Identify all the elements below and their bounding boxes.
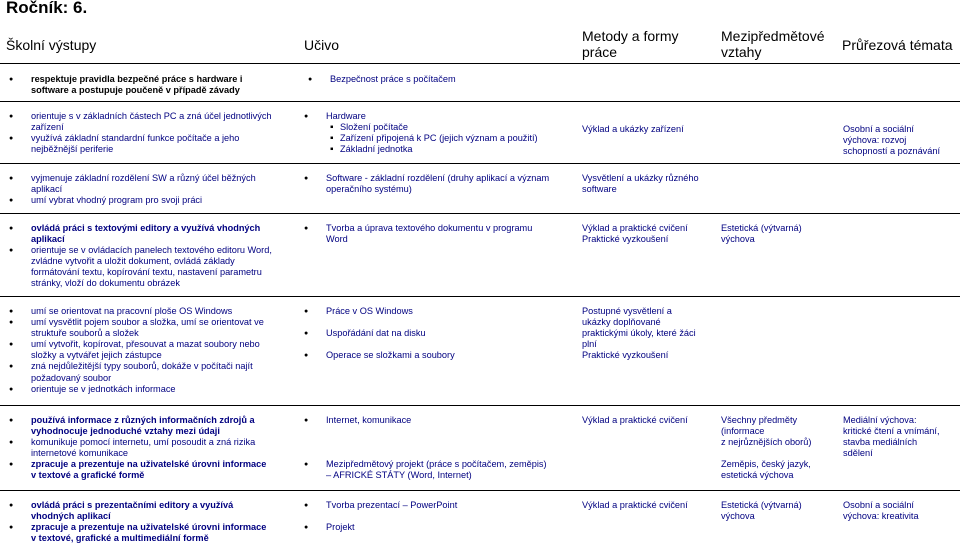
row1-curriculum xyxy=(330,74,580,85)
list-item: ● Tvorba prezentací – PowerPoint xyxy=(326,500,581,511)
list-item: ● orientuje s v základních částech PC a zná účel jednotlivých zařízení xyxy=(31,111,296,133)
list-item: ● umí vytvořit, kopírovat, přesouvat a mazat soubory nebo složky a vytvářet jejich zástupce xyxy=(31,339,296,361)
list-item: ▪ Základní jednotka xyxy=(340,144,581,155)
list-item: ● používá informace z různých informačních zdrojů a vyhodnocuje jednoduché vztahy mezi údaji xyxy=(31,415,296,437)
row4-curriculum xyxy=(326,223,581,245)
list-item: ● Bezpečnost práce s počítačem xyxy=(330,74,580,85)
row6-themes: Mediální výchova: kritické čtení a vnímání, stavba mediálních sdělení xyxy=(843,415,940,459)
list-item: ● Internet, komunikace xyxy=(326,415,581,426)
row2-themes: Osobní a sociální výchova: rozvoj schopností a poznávání xyxy=(843,124,941,157)
header-methods-line2: práce xyxy=(582,44,618,60)
header-divider xyxy=(0,63,960,64)
list-item: ● Práce v OS Windows xyxy=(326,306,581,317)
row7-curriculum xyxy=(326,500,581,533)
row-divider xyxy=(0,405,960,406)
list-item: ● Uspořádání dat na disku xyxy=(326,328,581,339)
row6-methods: Výklad a praktické cvičení xyxy=(582,415,688,425)
list-item: ● vyjmenuje základní rozdělení SW a různý účel běžných aplikací xyxy=(31,173,296,195)
list-item: ● Projekt xyxy=(326,522,581,533)
row5-curriculum xyxy=(326,306,581,361)
list-item: ● Hardware xyxy=(326,111,581,122)
list-item: ● komunikuje pomocí internetu, umí posoudit a zná rizika internetové komunikace xyxy=(31,437,296,459)
header-cross-curricular xyxy=(721,28,825,60)
list-item: ● zpracuje a prezentuje na uživatelské úrovni informace v textové, grafické a multimediální formě xyxy=(31,522,296,544)
row6-outputs xyxy=(31,415,296,482)
list-item: ● orientuje se v jednotkách informace xyxy=(31,384,296,395)
row-divider xyxy=(0,296,960,297)
row1-outputs xyxy=(31,74,296,96)
row-divider xyxy=(0,490,960,491)
row-divider xyxy=(0,213,960,214)
row7-outputs xyxy=(31,500,296,544)
list-item: ● umí vysvětlit pojem soubor a složka, umí se orientovat ve struktuře souborů a složek xyxy=(31,317,296,339)
list-item: ● zpracuje a prezentuje na uživatelské úrovni informace v textové a grafické formě xyxy=(31,459,296,481)
list-item: ▪ Složení počítače xyxy=(340,122,581,133)
row6-cross: Všechny předměty (informace z nejrůznějších oborů) Zeměpis, český jazyk, estetická výchova xyxy=(721,415,812,481)
row2-methods: Výklad a ukázky zařízení xyxy=(582,124,684,134)
list-item: ● Operace se složkami a soubory xyxy=(326,350,581,361)
list-item: ● Mezipředmětový projekt (práce s počítačem, zeměpis) – AFRICKÉ STÁTY (Word, Internet) xyxy=(326,459,581,481)
row7-themes: Osobní a sociální výchova: kreativita xyxy=(843,500,919,522)
header-themes: Průřezová témata xyxy=(842,37,953,53)
row5-methods: Postupné vysvětlení a ukázky doplňované praktickými úkoly, které žáci plní Praktické vyzkoušení xyxy=(582,306,696,361)
row5-outputs xyxy=(31,306,296,395)
row3-outputs xyxy=(31,173,296,206)
row7-cross: Estetická (výtvarná) výchova xyxy=(721,500,802,522)
row2-outputs xyxy=(31,111,296,155)
header-outputs: Školní výstupy xyxy=(6,37,97,53)
list-item: ● Software - základní rozdělení (druhy aplikací a význam operačního systému) xyxy=(326,173,581,195)
row4-methods: Výklad a praktické cvičení Praktické vyzkoušení xyxy=(582,223,688,245)
list-item: ▪ Zařízení připojená k PC (jejich význam a použití) xyxy=(340,133,581,144)
row7-methods: Výklad a praktické cvičení xyxy=(582,500,688,510)
row4-cross: Estetická (výtvarná) výchova xyxy=(721,223,802,245)
list-item: ● zná nejdůležitější typy souborů, dokáže v počítači najít požadovaný soubor xyxy=(31,361,296,383)
list-item: ● respektuje pravidla bezpečné práce s hardware i software a postupuje poučeně v případě závady xyxy=(31,74,296,96)
row-divider xyxy=(0,163,960,164)
list-item: ● ovládá práci s textovými editory a využívá vhodných aplikací xyxy=(31,223,296,245)
list-item: ● ovládá práci s prezentačními editory a využívá vhodných aplikací xyxy=(31,500,296,522)
header-methods xyxy=(582,28,678,60)
header-cross-line2: vztahy xyxy=(721,44,762,60)
list-item: ● využívá základní standardní funkce počítače a jeho nejběžnější periferie xyxy=(31,133,296,155)
list-item: ● umí vybrat vhodný program pro svoji práci xyxy=(31,195,296,206)
row4-outputs xyxy=(31,223,296,290)
list-item: ● orientuje se v ovládacích panelech textového editoru Word, zvládne vytvořit a uložit dokument, ovládá základy formátování textu, kopírování textu, nastavení parametru stránky, vloží do dokumentu obrázek xyxy=(31,245,296,289)
row3-methods: Vysvětlení a ukázky různého software xyxy=(582,173,699,195)
header-methods-line1: Metody a formy xyxy=(582,28,679,44)
row2-curriculum xyxy=(326,111,581,155)
list-item: ● umí se orientovat na pracovní ploše OS Windows xyxy=(31,306,296,317)
row-divider xyxy=(0,101,960,102)
page-title: Ročník: 6. xyxy=(6,0,88,17)
row6-curriculum xyxy=(326,415,581,481)
row3-curriculum xyxy=(326,173,581,195)
list-item: ● Tvorba a úprava textového dokumentu v programu Word xyxy=(326,223,581,245)
header-cross-line1: Mezipředmětové xyxy=(721,28,825,44)
header-curriculum: Učivo xyxy=(304,37,340,53)
